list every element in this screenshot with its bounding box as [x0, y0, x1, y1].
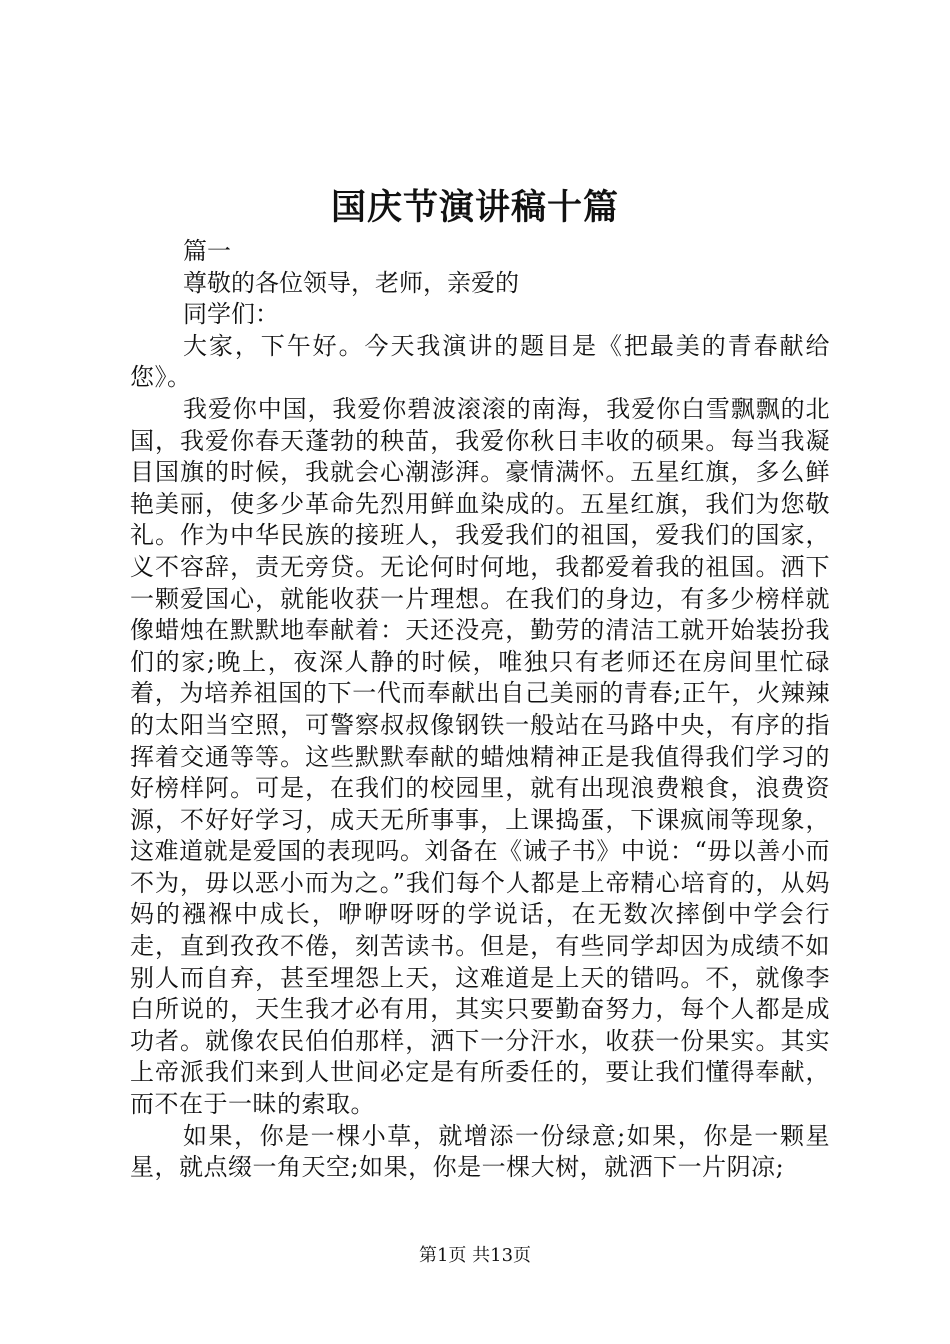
paragraph-intro: 大家，下午好。今天我演讲的题目是《把最美的青春献给您》。	[130, 331, 830, 392]
paragraph-continuation: 如果，你是一棵小草，就增添一份绿意;如果，你是一颗星星，就点缀一角天空;如果，你是一棵大树，就洒下一片阴凉;	[130, 1121, 830, 1182]
page-title: 国庆节演讲稿十篇	[330, 187, 619, 228]
paragraph-main: 我爱你中国，我爱你碧波滚滚的南海，我爱你白雪飘飘的北国，我爱你春天蓬勃的秧苗，我爱你秋日丰收的硕果。每当我凝目国旗的时候，我就会心潮澎湃。豪情满怀。五星红旗，多么鲜艳美丽，使多少革命先烈用鲜血染成的。五星红旗，我们为您敬礼。作为中华民族的接班人，我爱我们的祖国，爱我们的国家，义不容辞，责无旁贷。无论何时何地，我都爱着我的祖国。洒下一颗爱国心，就能收获一片理想。在我们的身边，有多少榜样就像蜡烛在默默地奉献着：天还没亮，勤劳的清洁工就开始装扮我们的家;晚上，夜深人静的时候，唯独只有老师还在房间里忙碌着，为培养祖国的下一代而奉献出自己美丽的青春;正午，火辣辣的太阳当空照，可警察叔叔像钢铁一般站在马路中央，有序的指挥着交通等等。这些默默奉献的蜡烛精神正是我值得我们学习的好榜样阿。可是，在我们的校园里，就有出现浪费粮食，浪费资源，不好好学习，成天无所事事，上课捣蛋，下课疯闹等现象，这难道就是爱国的表现吗。刘备在《诫子书》中说：“毋以善小而不为，毋以恶小而为之。”我们每个人都是上帝精心培育的，从妈妈的襁褓中成长，咿咿呀呀的学说话，在无数次摔倒中学会行走，直到孜孜不倦，刻苦读书。但是，有些同学却因为成绩不如别人而自弃，甚至埋怨上天，这难道是上天的错吗。不，就像李白所说的，天生我才必有用，其实只要勤奋努力，每个人都是成功者。就像农民伯伯那样，洒下一分汗水，收获一份果实。其实上帝派我们来到人世间必定是有所委任的，要让我们懂得奉献，而不在于一昧的索取。	[130, 394, 830, 1119]
document-body	[130, 236, 830, 1184]
salutation-line-2: 同学们：	[183, 300, 279, 329]
salutation-line-1: 尊敬的各位领导，老师，亲爱的	[183, 268, 519, 297]
section-label: 篇一	[183, 237, 231, 265]
page-number-footer: 第1页 共13页	[418, 1245, 532, 1266]
